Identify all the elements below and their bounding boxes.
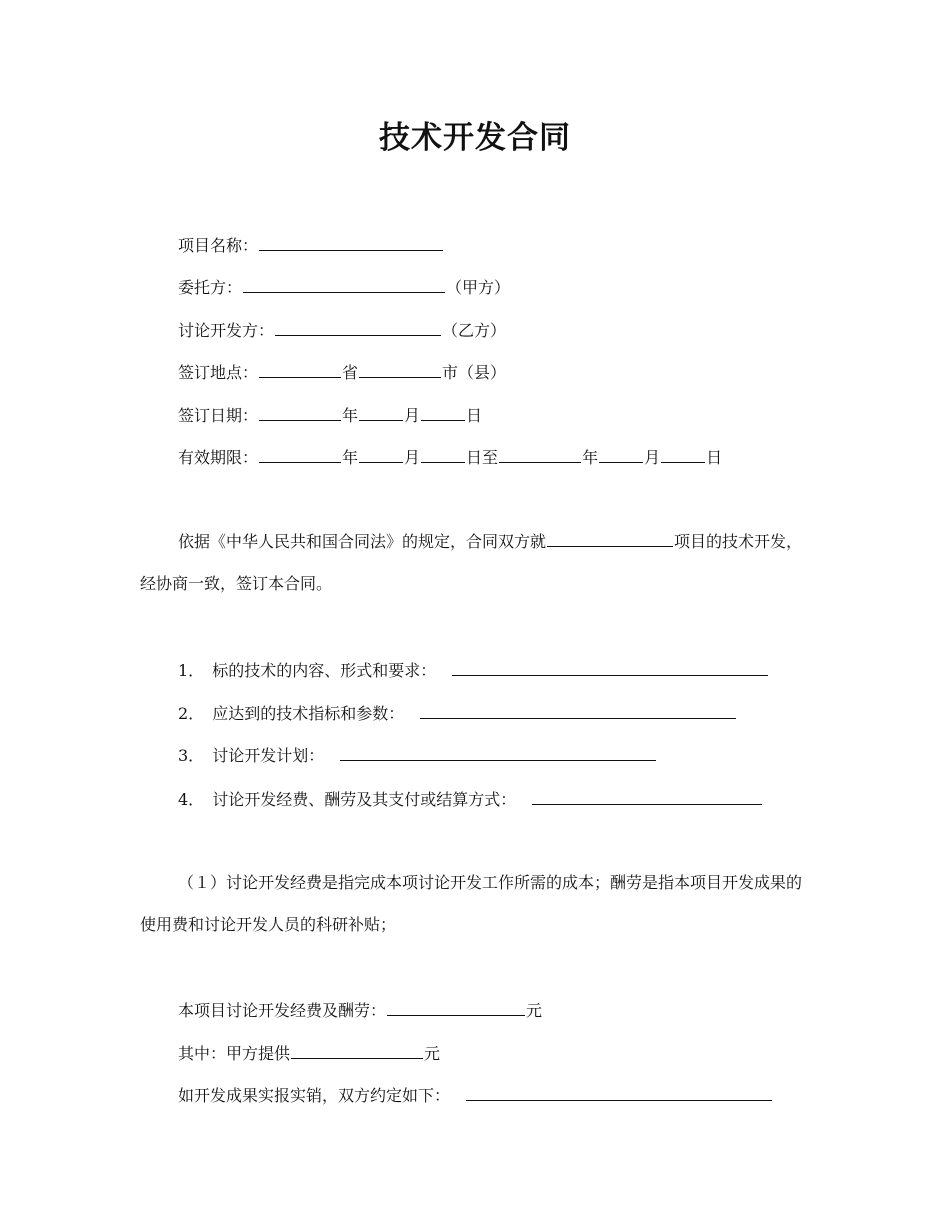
yuan-text: 元 — [424, 1044, 441, 1063]
start-year-blank — [259, 445, 341, 463]
total-fee-row — [178, 998, 542, 1022]
item-3-blank — [340, 743, 656, 761]
item-number: 4． — [178, 790, 205, 809]
day-text: 日 — [466, 406, 483, 425]
start-month-blank — [359, 445, 403, 463]
document-title: 技术开发合同 — [379, 120, 571, 156]
party-a-fee-row — [178, 1041, 440, 1065]
intro-project-blank — [547, 529, 673, 547]
day-text: 日 — [706, 448, 723, 467]
city-blank — [359, 360, 441, 378]
developer-blank — [275, 318, 441, 336]
month-text: 月 — [644, 448, 661, 467]
year-text: 年 — [342, 448, 359, 467]
day-to-text: 日至 — [466, 448, 499, 467]
month-text: 月 — [404, 448, 421, 467]
item-1 — [178, 658, 769, 682]
item-4-blank — [532, 787, 762, 805]
developer-row — [178, 318, 506, 342]
project-name-blank — [259, 233, 443, 251]
party-a-fee-label: 其中：甲方提供 — [178, 1044, 291, 1063]
developer-suffix: （乙方） — [442, 321, 507, 340]
client-blank — [243, 275, 445, 293]
project-name-row — [178, 233, 444, 257]
year-text: 年 — [342, 406, 359, 425]
client-label: 委托方： — [178, 278, 243, 297]
place-label: 签订地点： — [178, 363, 259, 382]
item-number: 3． — [178, 746, 205, 765]
project-name-label: 项目名称： — [178, 236, 259, 255]
item-2 — [178, 701, 737, 725]
sign-year-blank — [259, 403, 341, 421]
validity-label: 有效期限： — [178, 448, 259, 467]
item-text: 讨论开发计划： — [212, 746, 325, 765]
item-2-blank — [420, 701, 736, 719]
end-month-blank — [599, 445, 643, 463]
settlement-blank — [466, 1083, 772, 1101]
sign-day-blank — [421, 403, 465, 421]
validity-row — [178, 445, 722, 469]
developer-label: 讨论开发方： — [178, 321, 275, 340]
client-suffix: （甲方） — [446, 278, 511, 297]
settlement-row — [178, 1083, 773, 1107]
item-text: 应达到的技术指标和参数： — [212, 704, 405, 723]
province-blank — [259, 360, 341, 378]
clause-1-text: （１）讨论开发经费是指完成本项讨论开发工作所需的成本；酬劳是指本项目开发成果的使用费和讨论开发人员的科研补贴； — [140, 873, 803, 934]
item-number: 2． — [178, 704, 205, 723]
item-text: 讨论开发经费、酬劳及其支付或结算方式： — [212, 790, 517, 809]
month-text: 月 — [404, 406, 421, 425]
total-fee-label: 本项目讨论开发经费及酬劳： — [178, 1001, 387, 1020]
yuan-text: 元 — [526, 1001, 543, 1020]
sign-date-label: 签订日期： — [178, 406, 259, 425]
intro-paragraph — [140, 521, 812, 605]
settlement-label: 如开发成果实报实销，双方约定如下： — [178, 1086, 451, 1105]
year-text: 年 — [582, 448, 599, 467]
total-fee-blank — [387, 998, 525, 1016]
client-row — [178, 275, 510, 299]
item-text: 标的技术的内容、形式和要求： — [212, 661, 437, 680]
item-3 — [178, 743, 657, 767]
end-year-blank — [499, 445, 581, 463]
item-1-blank — [452, 658, 768, 676]
item-4 — [178, 787, 763, 811]
province-text: 省 — [342, 363, 359, 382]
sign-month-blank — [359, 403, 403, 421]
item-number: 1． — [178, 661, 205, 680]
end-day-blank — [661, 445, 705, 463]
start-day-blank — [421, 445, 465, 463]
intro-text-2: 项目的技术开发，经协商一致，签订本合同。 — [140, 532, 803, 593]
party-a-fee-blank — [291, 1041, 423, 1059]
intro-text-1: 依据《中华人民共和国合同法》的规定，合同双方就 — [178, 532, 547, 551]
place-row — [178, 360, 506, 384]
clause-1-paragraph — [140, 862, 812, 946]
sign-date-row — [178, 403, 482, 427]
city-text: 市（县） — [442, 363, 507, 382]
